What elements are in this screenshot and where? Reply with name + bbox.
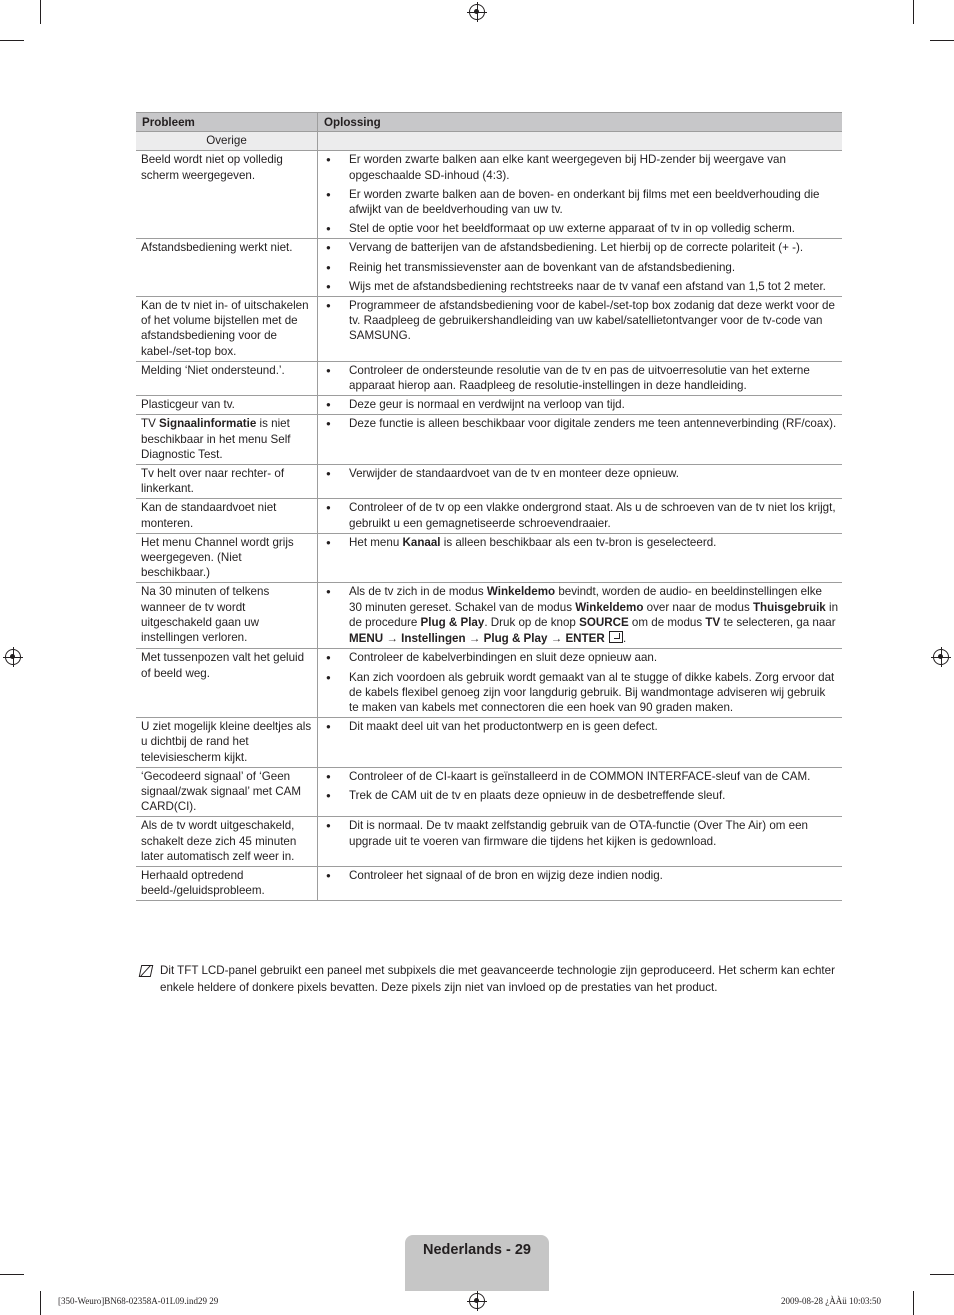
page-label: Nederlands - 29 — [423, 1242, 531, 1258]
table-body — [136, 132, 842, 901]
crop-mark — [913, 0, 914, 24]
text-run: Beeld wordt niet op volledig scherm weergegeven. — [141, 153, 283, 182]
solution-cell — [318, 817, 843, 867]
solution-text — [349, 416, 838, 431]
problem-cell — [136, 415, 318, 465]
solution-cell — [318, 649, 843, 718]
text-run: Signaalinformatie — [159, 417, 257, 431]
table-row — [136, 361, 842, 395]
solution-item — [326, 298, 838, 344]
table-row — [136, 866, 842, 900]
solution-cell — [318, 767, 843, 817]
table-row — [136, 767, 842, 817]
table-row — [136, 718, 842, 768]
text-run: Er worden zwarte balken aan elke kant weergegeven bij HD-zender bij weergave van opgeschaalde SD-inhoud (4:3). — [349, 153, 786, 182]
text-run: Wijs met de afstandsbediening rechtstreeks naar de tv vanaf een afstand van 1,5 tot 2 meter. — [349, 279, 826, 293]
troubleshooting-table — [136, 112, 842, 901]
footer-file-info: [350-Weuro]BN68-02358A-01L09.ind29 29 — [58, 1296, 219, 1306]
bullet-icon: ● — [326, 587, 331, 597]
solution-text — [349, 466, 838, 481]
footer-timestamp: 2009-08-28 ¿ÀÀü 10:03:50 — [781, 1296, 881, 1306]
table-row — [136, 297, 842, 362]
text-run: TV — [141, 417, 160, 431]
problem-cell — [136, 718, 318, 768]
bullet-icon: ● — [326, 771, 331, 781]
solution-text — [349, 187, 838, 217]
problem-cell — [136, 767, 318, 817]
solution-item — [326, 535, 838, 550]
bullet-icon: ● — [326, 653, 331, 663]
table-row — [136, 533, 842, 583]
solution-cell — [318, 297, 843, 362]
bullet-icon: ● — [326, 189, 331, 199]
problem-cell — [136, 649, 318, 718]
solution-text — [349, 240, 838, 255]
text-run: Dit is normaal. De tv maakt zelfstandig gebruik van de OTA-functie (Over The Air) om een upgrade uit te voeren van firmware die tijdens het kijken is gedownload. — [349, 819, 808, 848]
bullet-icon: ● — [326, 537, 331, 547]
text-run: Verwijder de standaardvoet van de tv en monteer deze opnieuw. — [349, 467, 679, 481]
solution-item — [326, 788, 838, 803]
text-run: over naar de modus — [643, 600, 753, 614]
bullet-icon: ● — [326, 400, 331, 410]
column-header-solution: Oplossing — [318, 113, 843, 132]
solution-item — [326, 279, 838, 294]
solution-cell — [318, 361, 843, 395]
text-run: Tv helt over naar rechter- of linkerkant. — [141, 467, 285, 496]
bullet-icon: ● — [326, 365, 331, 375]
bullet-icon: ● — [326, 503, 331, 513]
text-run: Controleer de kabelverbindingen en sluit deze opnieuw aan. — [349, 651, 658, 665]
text-run: Het menu — [349, 535, 403, 549]
table-row — [136, 239, 842, 297]
solution-cell — [318, 396, 843, 415]
crop-mark — [40, 0, 41, 24]
text-run: Programmeer de afstandsbediening voor de kabel-/set-top box zodanig dat deze werkt voor de tv. Raadpleeg de gebruikershandleiding van uw kabel/satellietontvanger voor de tv-code van SAMSUNG. — [349, 299, 835, 343]
problem-cell — [136, 239, 318, 297]
note — [138, 962, 842, 996]
solution-item — [326, 240, 838, 255]
solution-text — [349, 279, 838, 294]
problem-cell — [136, 361, 318, 395]
problem-cell — [136, 817, 318, 867]
solution-item — [326, 397, 838, 412]
text-run: Dit maakt deel uit van het productontwerp en is geen defect. — [349, 720, 658, 734]
text-run: is alleen beschikbaar als een tv-bron is geselecteerd. — [440, 535, 717, 549]
text-run: Controleer de ondersteunde resolutie van de tv en pas de uitvoerresolutie van het externe apparaat hierop aan. Raadpleeg de resolutie-instellingen in deze handleiding. — [349, 363, 810, 393]
table-row — [136, 649, 842, 718]
text-run: Controleer of de tv op een vlakke ondergrond staat. Als u de schroeven van de tv niet los krijgt, gebruikt u een gemagnetiseerde schroevendraaier. — [349, 501, 836, 530]
solution-item — [326, 868, 838, 883]
bullet-icon: ● — [326, 301, 331, 311]
enter-icon — [609, 631, 623, 643]
solution-text — [349, 260, 838, 275]
text-run: . — [622, 632, 627, 646]
solution-cell — [318, 583, 843, 649]
solution-text — [349, 535, 838, 550]
table-row — [136, 415, 842, 465]
note-icon — [138, 962, 160, 996]
crop-mark — [913, 1291, 914, 1315]
bullet-icon: ● — [326, 243, 331, 253]
solution-cell — [318, 415, 843, 465]
text-run: Er worden zwarte balken aan de boven- en onderkant bij films met een beeldverhouding die afwijkt van de beeldverhouding van uw tv. — [349, 187, 820, 217]
text-run: TV — [705, 615, 721, 629]
solution-text — [349, 500, 838, 530]
solution-cell — [318, 151, 843, 239]
text-run: Kan zich voordoen als gebruik wordt gemaakt van al te stugge of dikke kabels. Zorg ervoor dat de kabels flexibel genoeg zijn voor langdurig gebruik. Bij wandmontage adviseren wij gebruik te maken van kabels met connectoren die een hoek van 90 graden maken. — [349, 670, 835, 714]
bullet-icon: ● — [326, 224, 331, 234]
solution-item — [326, 818, 838, 848]
text-run: Deze functie is alleen beschikbaar voor digitale zenders me teen antenneverbinding (RF/coax). — [349, 417, 837, 431]
text-run: om de modus — [628, 615, 706, 629]
text-run: ‘Gecodeerd signaal’ of ‘Geen signaal/zwak signaal’ met CAM CARD(CI). — [141, 769, 302, 814]
table-row — [136, 396, 842, 415]
solution-cell — [318, 533, 843, 583]
solution-item — [326, 650, 838, 665]
text-run: bevindt, worden de audio- en beeldinstellingen elke 30 minuten gereset. Schakel van de modus — [349, 585, 822, 614]
text-run: in de procedure — [349, 600, 839, 629]
registration-mark-icon — [933, 649, 949, 665]
text-run: Kanaal — [402, 535, 441, 549]
solution-item — [326, 363, 838, 393]
table-row — [136, 151, 842, 239]
solution-item — [326, 152, 838, 182]
solution-item — [326, 260, 838, 275]
page-number-tab — [405, 1235, 549, 1291]
problem-cell — [136, 465, 318, 499]
solution-cell — [318, 718, 843, 768]
solution-text — [349, 818, 838, 848]
solution-text — [349, 397, 838, 412]
solution-item — [326, 221, 838, 236]
text-run: Controleer het signaal of de bron en wijzig deze indien nodig. — [349, 868, 663, 882]
solution-item — [326, 719, 838, 734]
text-run: Winkeldemo — [575, 600, 644, 614]
text-run: Afstandsbediening werkt niet. — [141, 241, 293, 255]
text-run: MENU → Instellingen → Plug & Play → ENTER — [349, 632, 608, 646]
section-row — [136, 132, 842, 151]
problem-cell — [136, 533, 318, 583]
column-header-problem: Probleem — [136, 113, 318, 132]
text-run: Plug & Play — [420, 615, 485, 629]
text-run: Herhaald optredend beeld-/geluidsprobleem. — [141, 868, 265, 898]
solution-text — [349, 719, 838, 734]
text-run: Met tussenpozen valt het geluid of beeld weg. — [141, 651, 305, 680]
solution-cell — [318, 499, 843, 533]
text-run: te selecteren, ga naar — [720, 615, 836, 629]
table-row — [136, 817, 842, 867]
table-row — [136, 465, 842, 499]
solution-text — [349, 868, 838, 883]
solution-cell — [318, 866, 843, 900]
crop-mark — [0, 40, 24, 41]
table-header-row — [136, 113, 842, 132]
section-label: Overige — [136, 132, 318, 151]
text-run: Controleer of de CI-kaart is geïnstalleerd in de COMMON INTERFACE-sleuf van de CAM. — [349, 769, 811, 783]
bullet-icon: ● — [326, 790, 331, 800]
problem-cell — [136, 866, 318, 900]
solution-item — [326, 187, 838, 217]
solution-text — [349, 788, 838, 803]
bullet-icon: ● — [326, 281, 331, 291]
text-run: Vervang de batterijen van de afstandsbediening. Let hierbij op de correcte polariteit (+ -). — [349, 241, 804, 255]
solution-text — [349, 298, 838, 344]
problem-cell — [136, 297, 318, 362]
text-run: U ziet mogelijk kleine deeltjes als u dichtbij de rand het televisiescherm kijkt. — [141, 720, 312, 764]
solution-cell — [318, 239, 843, 297]
section-spacer — [318, 132, 843, 151]
solution-item — [326, 500, 838, 530]
bullet-icon: ● — [326, 469, 331, 479]
solution-cell — [318, 465, 843, 499]
table-row — [136, 583, 842, 649]
text-run: Na 30 minuten of telkens wanneer de tv wordt uitgeschakeld gaan uw instellingen verloren. — [141, 585, 270, 645]
bullet-icon: ● — [326, 419, 331, 429]
bullet-icon: ● — [326, 262, 331, 272]
solution-text — [349, 769, 838, 784]
text-run: Als de tv wordt uitgeschakeld, schakelt deze zich 45 minuten later automatisch zelf weer in. — [141, 819, 297, 863]
note-text: Dit TFT LCD-panel gebruikt een paneel met subpixels die met geavanceerde technologie zijn geproduceerd. Het scherm kan echter enkele heldere of donkere pixels bevatten. Deze pixels zijn niet van invloed op de prestaties van het product. — [160, 964, 835, 994]
solution-item — [326, 584, 838, 646]
solution-text — [349, 221, 838, 236]
solution-item — [326, 769, 838, 784]
text-run: Kan de tv niet in- of uitschakelen of het volume bijstellen met de afstandsbediening voor de kabel-/set-top box. — [141, 299, 309, 358]
text-run: Plasticgeur van tv. — [141, 398, 235, 412]
text-run: Deze geur is normaal en verdwijnt na verloop van tijd. — [349, 398, 625, 412]
bullet-icon: ● — [326, 722, 331, 732]
text-run: . Druk op de knop — [484, 615, 580, 629]
registration-mark-icon — [5, 649, 21, 665]
text-run: Winkeldemo — [486, 585, 556, 599]
solution-item — [326, 670, 838, 716]
crop-mark — [0, 1274, 24, 1275]
text-run: Stel de optie voor het beeldformaat op uw externe apparaat of tv in op volledig scherm. — [349, 222, 795, 236]
crop-mark — [930, 40, 954, 41]
table-row — [136, 499, 842, 533]
text-run: Trek de CAM uit de tv en plaats deze opnieuw in de desbetreffende sleuf. — [349, 788, 726, 802]
solution-text — [349, 584, 838, 646]
solution-text — [349, 152, 838, 182]
problem-cell — [136, 396, 318, 415]
text-run: Als de tv zich in de modus — [349, 585, 487, 599]
bullet-icon: ● — [326, 821, 331, 831]
text-run: Het menu Channel wordt grijs weergegeven. (Niet beschikbaar.) — [141, 535, 294, 580]
solution-text — [349, 363, 838, 393]
crop-mark — [930, 1274, 954, 1275]
bullet-icon: ● — [326, 870, 331, 880]
solution-item — [326, 466, 838, 481]
solution-text — [349, 650, 838, 665]
bullet-icon: ● — [326, 672, 331, 682]
solution-text — [349, 670, 838, 716]
text-run: Kan de standaardvoet niet monteren. — [141, 501, 277, 530]
registration-mark-icon — [469, 1293, 485, 1309]
text-run: Melding ‘Niet ondersteund.’. — [141, 363, 285, 377]
text-run: SOURCE — [579, 615, 629, 629]
problem-cell — [136, 151, 318, 239]
text-run: Reinig het transmissievenster aan de bovenkant van de afstandsbediening. — [349, 260, 736, 274]
text-run: is niet beschikbaar in het menu Self Diagnostic Test. — [141, 417, 291, 461]
crop-mark — [40, 1291, 41, 1315]
text-run: Thuisgebruik — [752, 600, 826, 614]
registration-mark-icon — [469, 4, 485, 20]
bullet-icon: ● — [326, 155, 331, 165]
problem-cell — [136, 499, 318, 533]
solution-item — [326, 416, 838, 431]
problem-cell — [136, 583, 318, 649]
